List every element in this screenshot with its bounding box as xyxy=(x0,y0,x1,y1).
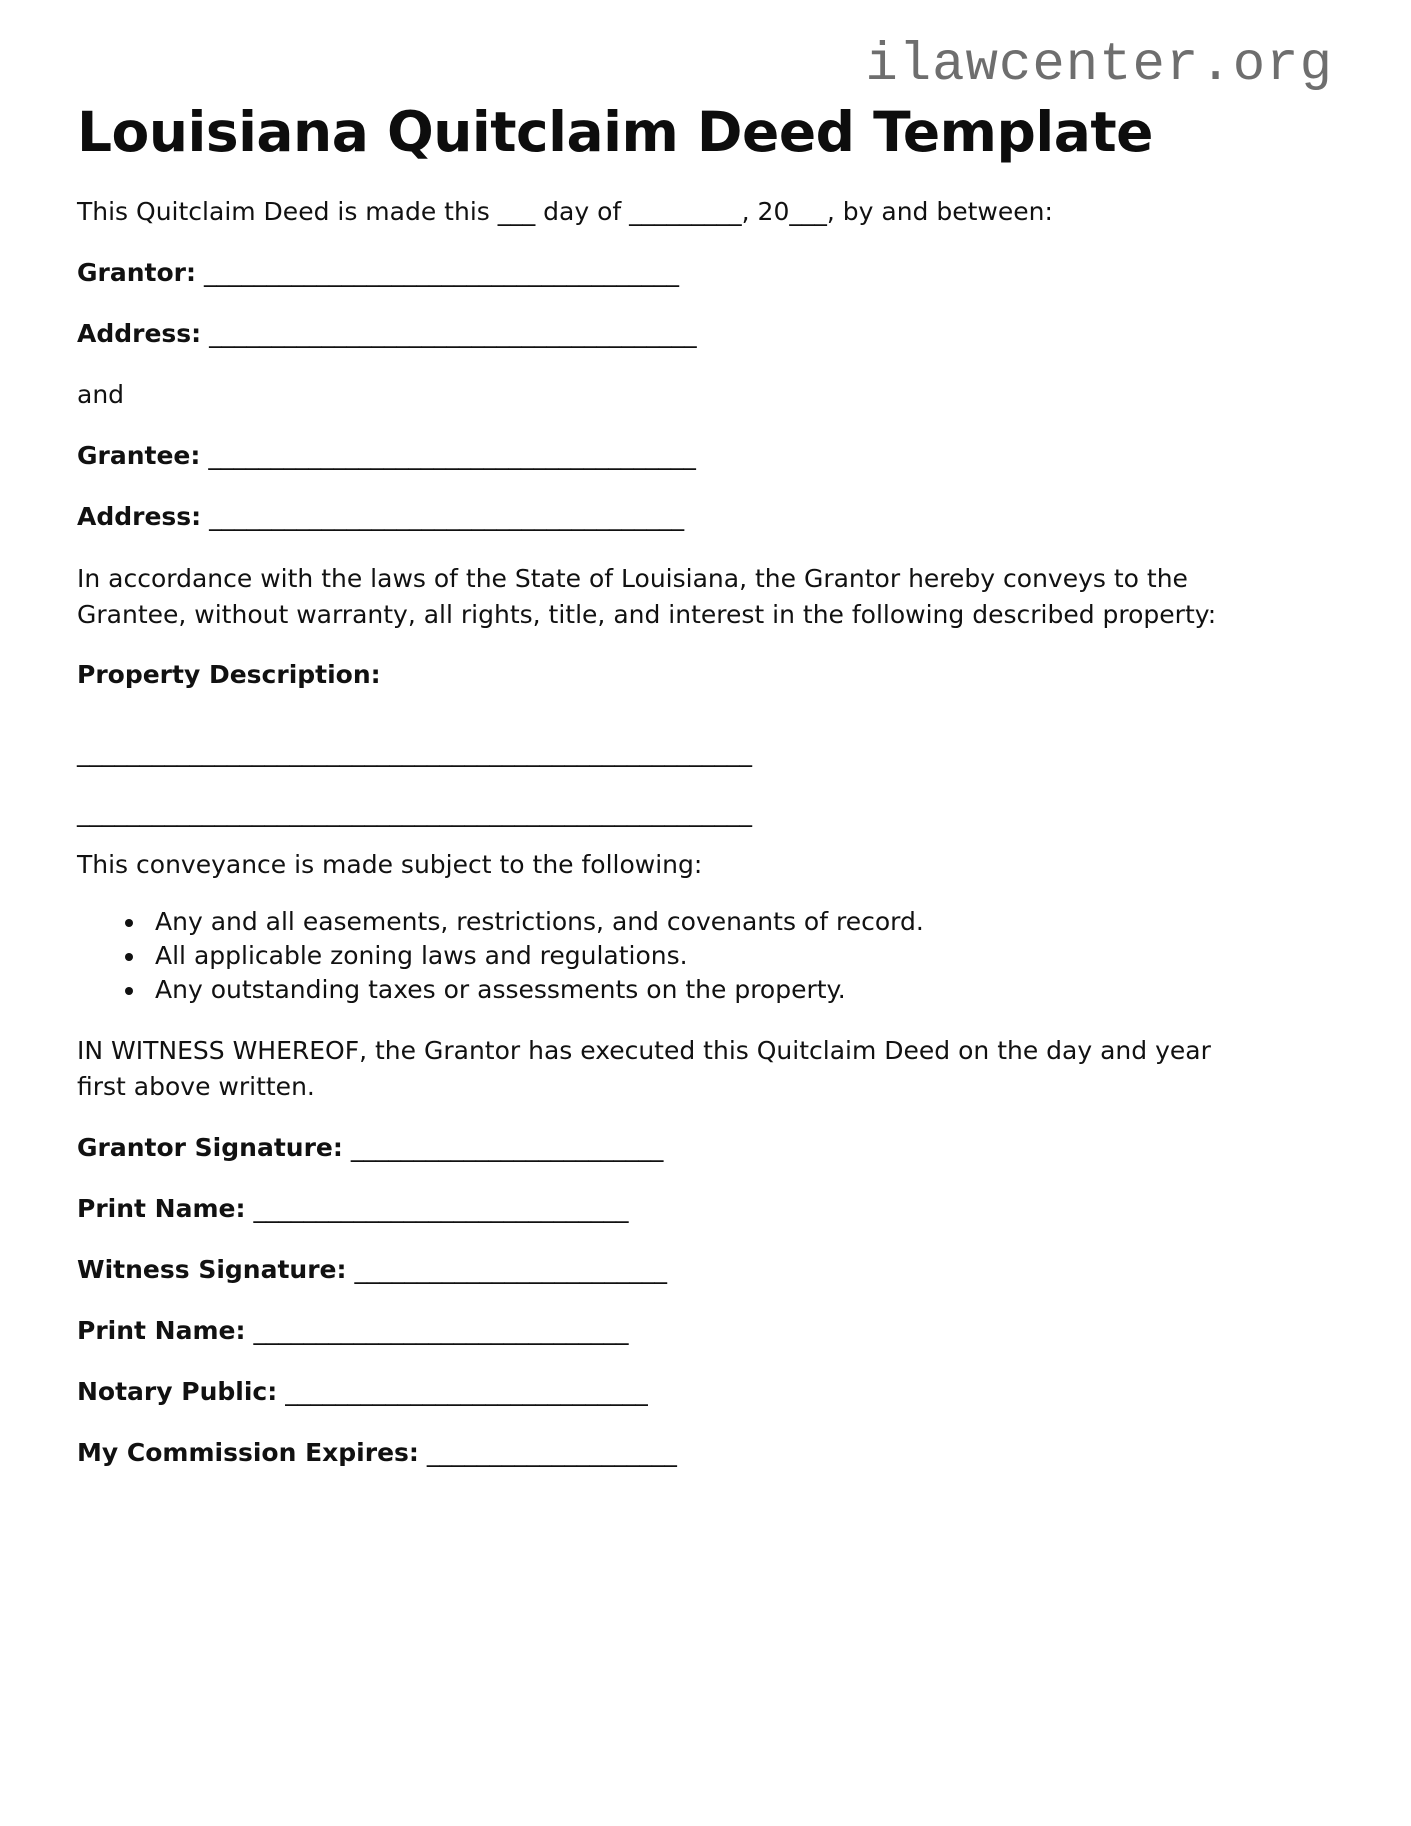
commission-expires-row xyxy=(77,1435,1333,1471)
grantor-address-blank-line: _______________________________________ xyxy=(209,319,697,348)
grantor-address-label: Address: xyxy=(77,319,202,348)
witness-line-1: IN WITNESS WHEREOF, the Grantor has executed this Quitclaim Deed on the day and year xyxy=(77,1036,1211,1065)
grantor-blank-line: ______________________________________ xyxy=(203,258,679,287)
list-item: • All applicable zoning laws and regulations. xyxy=(147,939,1333,973)
witness-line-2: first above written. xyxy=(77,1072,315,1101)
witness-paragraph xyxy=(77,1033,1333,1105)
grantor-signature-label: Grantor Signature: xyxy=(77,1133,343,1162)
intro-paragraph: This Quitclaim Deed is made this ___ day of _________, 20___, by and between: xyxy=(77,197,1053,226)
witness-print-name-blank-line: ______________________________ xyxy=(253,1316,629,1345)
grantor-print-name-label: Print Name: xyxy=(77,1194,246,1223)
conveyance-line-1: In accordance with the laws of the State of Louisiana, the Grantor hereby conveys to the xyxy=(77,564,1188,593)
subject-list xyxy=(77,905,1333,1007)
conveyance-paragraph xyxy=(77,561,1333,633)
site-watermark: ilawcenter.org xyxy=(865,35,1333,96)
page-title: Louisiana Quitclaim Deed Template xyxy=(77,100,1153,164)
property-blank-line-2: ______________________________________________________ xyxy=(77,798,752,827)
grantee-label: Grantee: xyxy=(77,441,201,470)
property-description-heading: Property Description: xyxy=(77,660,381,689)
notary-public-blank-line: _____________________________ xyxy=(285,1377,648,1406)
property-blank-line-1: ______________________________________________________ xyxy=(77,738,752,767)
grantor-print-name-blank-line: ______________________________ xyxy=(253,1194,629,1223)
commission-expires-label: My Commission Expires: xyxy=(77,1438,419,1467)
grantor-address-row xyxy=(77,316,1333,352)
list-item: • Any and all easements, restrictions, and covenants of record. xyxy=(147,905,1333,939)
witness-signature-label: Witness Signature: xyxy=(77,1255,347,1284)
grantee-blank-line: _______________________________________ xyxy=(208,441,696,470)
grantee-row xyxy=(77,438,1333,474)
grantee-address-row xyxy=(77,499,1333,535)
grantor-row xyxy=(77,255,1333,291)
witness-print-name-row xyxy=(77,1313,1333,1349)
grantor-label: Grantor: xyxy=(77,258,196,287)
notary-public-row xyxy=(77,1374,1333,1410)
conveyance-line-2: Grantee, without warranty, all rights, title, and interest in the following described property: xyxy=(77,600,1217,629)
grantor-signature-row xyxy=(77,1130,1333,1166)
grantor-print-name-row xyxy=(77,1191,1333,1227)
subject-intro-paragraph: This conveyance is made subject to the following: xyxy=(77,850,703,879)
conjunction-text: and xyxy=(77,380,125,409)
witness-signature-blank-line: _________________________ xyxy=(354,1255,667,1284)
list-item: • Any outstanding taxes or assessments on the property. xyxy=(147,973,1333,1007)
notary-public-label: Notary Public: xyxy=(77,1377,278,1406)
commission-expires-blank-line: ____________________ xyxy=(426,1438,677,1467)
grantee-address-label: Address: xyxy=(77,502,202,531)
grantor-signature-blank-line: _________________________ xyxy=(350,1133,664,1162)
grantee-address-blank-line: ______________________________________ xyxy=(209,502,685,531)
witness-signature-row xyxy=(77,1252,1333,1288)
witness-print-name-label: Print Name: xyxy=(77,1316,246,1345)
